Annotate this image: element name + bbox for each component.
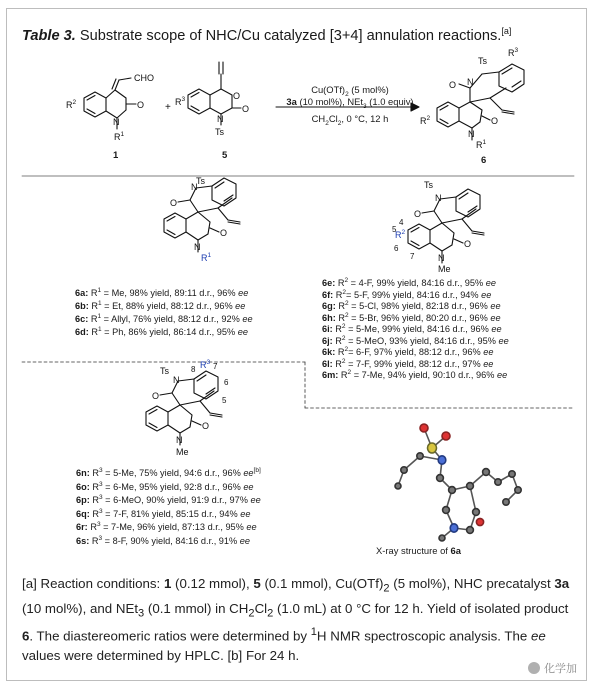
entry-id: 6o:	[76, 481, 93, 492]
entry-id: 6f:	[322, 289, 336, 300]
compound-label-1: 1	[113, 150, 119, 161]
table-label: Table 3.	[22, 27, 76, 44]
structure-group-a	[164, 178, 240, 252]
gb-me: Me	[438, 264, 451, 274]
entry-id: 6k:	[322, 347, 338, 358]
atom-r1: $R^1$	[114, 131, 125, 142]
gc-me: Me	[176, 447, 189, 457]
substrate-entry-6i: 6i: $R^2 = 5-Me$, 99% yield, 84:16 d.r., 96% ee	[322, 323, 502, 335]
entry-id: 6c:	[75, 314, 91, 325]
compound-label-6: 6	[481, 155, 487, 166]
gb-o1: O	[414, 209, 422, 219]
atom-cho: CHO	[134, 73, 154, 83]
atom-o-ring: O	[233, 91, 241, 101]
gc-n2: N	[176, 435, 183, 445]
ga-r1: $R^1$	[201, 252, 212, 263]
gb-pos6: 6	[394, 244, 399, 253]
entry-id: 6d:	[75, 327, 92, 338]
gc-pos6: 6	[224, 378, 229, 387]
substrate-entry-6r: 6r: $R^3 = 7-Me$, 96% yield, 87:13 d.r., 95% ee	[76, 521, 257, 533]
substrate-entry-6c: 6c: $R^1$ = Allyl, 76% yield, 88:12 d.r., 92% ee	[75, 313, 253, 325]
gb-pos4: 4	[399, 218, 404, 227]
gb-r2: $R^2$	[395, 229, 406, 240]
atom-n-6: N	[467, 77, 474, 87]
ga-n1: N	[191, 182, 198, 192]
gb-n1: N	[435, 193, 442, 203]
gc-ts: Ts	[160, 366, 169, 376]
gc-pos8: 8	[191, 365, 196, 374]
substrate-entry-6e: 6e: $R^2 = 4-F$, 99% yield, 84:16 d.r., 95% ee	[322, 277, 496, 289]
entry-id: 6n:	[76, 468, 93, 479]
condition-line-2: 3a (10 mol%), NEt$_3$ (1.0 equiv)	[286, 96, 414, 110]
substrate-entry-6f: 6f: $R^2= 5-F$, 99% yield, 84:16 d.r., 94% ee	[322, 288, 492, 300]
gb-pos7: 7	[410, 252, 415, 261]
atom-r3-6: $R^3$	[508, 47, 519, 58]
gc-pos7: 7	[213, 362, 218, 371]
atom-n: N	[113, 117, 120, 127]
table-footnote: [a] Reaction conditions: 1 (0.12 mmol), 5 (0.1 mmol), $Cu(OTf)_2$ (5 mol%), NHC precatalyst 3a (10 mol%), and NEt$_3$ (0.1 mmol) in $CH_2Cl_2$ (1.0 mL) at 0 °C for 12 h. Yield of isolated product 6. The diastereomeric ratios were determined by $^1$H NMR spectroscopic analysis. The ee values were determined by HPLC. [b] For 24 h.	[22, 576, 570, 663]
compound-label-5: 5	[222, 150, 228, 161]
entry-id: 6p:	[76, 495, 93, 506]
entry-id: 6e:	[322, 278, 338, 289]
atom-r3-5: $R^3$	[175, 96, 186, 107]
plus-sign: +	[165, 102, 171, 113]
substrate-entry-6q: 6q: $R^3 = 7-F$, 81% yield, 85:15 d.r., 94% ee	[76, 507, 251, 519]
condition-line-3: $CH_2Cl_2$, 0 °C, 12 h	[311, 113, 389, 127]
ga-o1: O	[170, 198, 178, 208]
entry-id: 6s:	[76, 535, 92, 546]
watermark-text: 化学加	[544, 663, 577, 675]
entry-id: 6q:	[76, 508, 93, 519]
entry-id: 6i:	[322, 324, 336, 335]
entry-id: 6a:	[75, 288, 91, 299]
atom-r1-6: $R^1$	[476, 139, 487, 150]
substrate-entry-6m: 6m: $R^2 = 7-Me$, 94% yield, 90:10 d.r., 96% ee	[322, 369, 508, 381]
atom-o: O	[137, 100, 145, 110]
substrate-entry-6l: 6l: $R^2 = 7-F$, 99% yield, 88:12 d.r., 97% ee	[322, 357, 494, 369]
gc-pos5: 5	[222, 396, 227, 405]
watermark	[528, 660, 577, 676]
structure-group-c	[146, 371, 222, 445]
substrate-entry-6n: 6n: $R^3 = 5-Me$, 75% yield, 94:6 d.r., 96% ee[b]	[76, 467, 261, 479]
gc-r3: $R^3$	[200, 359, 211, 370]
substrate-entry-6h: 6h: $R^2 = 5-Br$, 96% yield, 80:20 d.r., 96% ee	[322, 311, 501, 323]
structure-1	[84, 78, 136, 129]
substrate-entry-6o: 6o: $R^3 = 6-Me$, 95% yield, 92:8 d.r., 96% ee	[76, 480, 254, 492]
xray-caption: X-ray structure of 6a	[376, 545, 461, 556]
atom-r2-6: $R^2$	[420, 115, 431, 126]
ga-o2: O	[220, 228, 228, 238]
entry-id: 6j:	[322, 335, 336, 346]
gb-n2: N	[438, 253, 445, 263]
atom-o-6a: O	[449, 80, 457, 90]
entry-id: 6r:	[76, 522, 91, 533]
substrate-entry-6a: 6a: $R^1 = Me$, 98% yield, 89:11 d.r., 96% ee	[75, 287, 249, 299]
entry-id: 6h:	[322, 312, 339, 323]
structure-group-b	[408, 189, 484, 263]
gb-o2: O	[464, 239, 472, 249]
atom-o-6b: O	[491, 116, 499, 126]
atom-o-carbonyl: O	[242, 104, 250, 114]
table-title-note: [a]	[501, 26, 512, 36]
substrate-entry-6p: 6p: $R^3 = 6-MeO$, 90% yield, 91:9 d.r., 97% ee	[76, 494, 261, 506]
condition-line-1: $Cu(OTf)_2$ (5 mol%)	[311, 84, 389, 98]
structure-6	[437, 64, 524, 140]
gb-ts: Ts	[424, 180, 433, 190]
entry-id: 6g:	[322, 301, 339, 312]
ga-ts: Ts	[196, 176, 205, 186]
atom-ts-6: Ts	[478, 56, 487, 66]
watermark-logo-icon	[528, 662, 540, 674]
ga-n2: N	[194, 242, 201, 252]
gc-o1: O	[152, 391, 160, 401]
atom-n-5: N	[217, 114, 224, 124]
substrate-entry-6d: 6d: $R^1 = Ph$, 86% yield, 86:14 d.r., 95% ee	[75, 326, 248, 338]
entry-id: 6m:	[322, 370, 341, 381]
substrate-entry-6k: 6k: $R^2= 6-F$, 97% yield, 88:12 d.r., 96% ee	[322, 346, 494, 358]
entry-id: 6l:	[322, 358, 336, 369]
table-caption: Substrate scope of NHC/Cu catalyzed [3+4] annulation reactions.	[79, 27, 502, 44]
substrate-entry-6g: 6g: $R^2 = 5-Cl$, 98% yield, 82:18 d.r., 96% ee	[322, 300, 501, 312]
entry-id: 6b:	[75, 301, 92, 312]
atom-r2: $R^2$	[66, 99, 77, 110]
gb-pos5: 5	[392, 225, 397, 234]
xray-structure-image	[395, 424, 521, 541]
atom-n-6b: N	[468, 129, 475, 139]
gc-o2: O	[202, 421, 210, 431]
substrate-entry-6b: 6b: $R^1 = Et$, 88% yield, 88:12 d.r., 96% ee	[75, 300, 246, 312]
substrate-entry-6s: 6s: $R^3 = 8-F$, 90% yield, 84:16 d.r., 91% ee	[76, 534, 250, 546]
atom-ts-5: Ts	[215, 127, 224, 137]
gc-n1: N	[173, 375, 180, 385]
substrate-entry-6j: 6j: $R^2 = 5-MeO$, 93% yield, 84:16 d.r., 95% ee	[322, 334, 509, 346]
